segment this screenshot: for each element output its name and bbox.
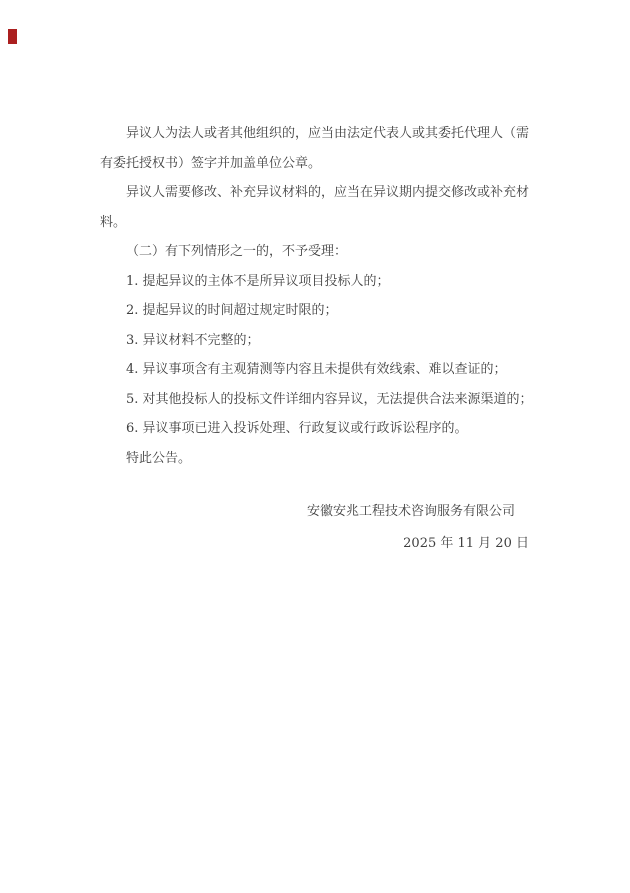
paragraph-line: 异议人为法人或者其他组织的，应当由法定代表人或其委托代理人（需: [126, 126, 530, 141]
paragraph-line: 有委托授权书）签字并加盖单位公章。: [100, 155, 322, 171]
list-item-line: 3. 异议材料不完整的；: [126, 332, 260, 348]
signature-date: 2025 年 11 月 20 日: [403, 535, 529, 551]
list-item-line: 2. 提起异议的时间超过规定时限的；: [126, 303, 338, 318]
list-item-line: 1. 提起异议的主体不是所异议项目投标人的；: [126, 273, 390, 289]
list-item-line: 5. 对其他投标人的投标文件详细内容异议，无法提供合法来源渠道的；: [126, 391, 533, 407]
list-item-line: 4. 异议事项含有主观猜测等内容且未提供有效线索、难以查证的；: [126, 362, 507, 377]
document-body: [100, 119, 532, 558]
paragraph-line: 异议人需要修改、补充异议材料的，应当在异议期内提交修改或补充材: [126, 185, 530, 200]
section-heading-line: （二）有下列情形之一的，不予受理：: [126, 244, 348, 259]
signature-company: 安徽安兆工程技术咨询服务有限公司: [306, 504, 515, 519]
paragraph-line: 料。: [100, 214, 127, 230]
list-item-line: 6. 异议事项已进入投诉处理、行政复议或行政诉讼程序的。: [126, 421, 468, 436]
red-mark: [8, 29, 17, 44]
closing-line: 特此公告。: [126, 450, 192, 466]
